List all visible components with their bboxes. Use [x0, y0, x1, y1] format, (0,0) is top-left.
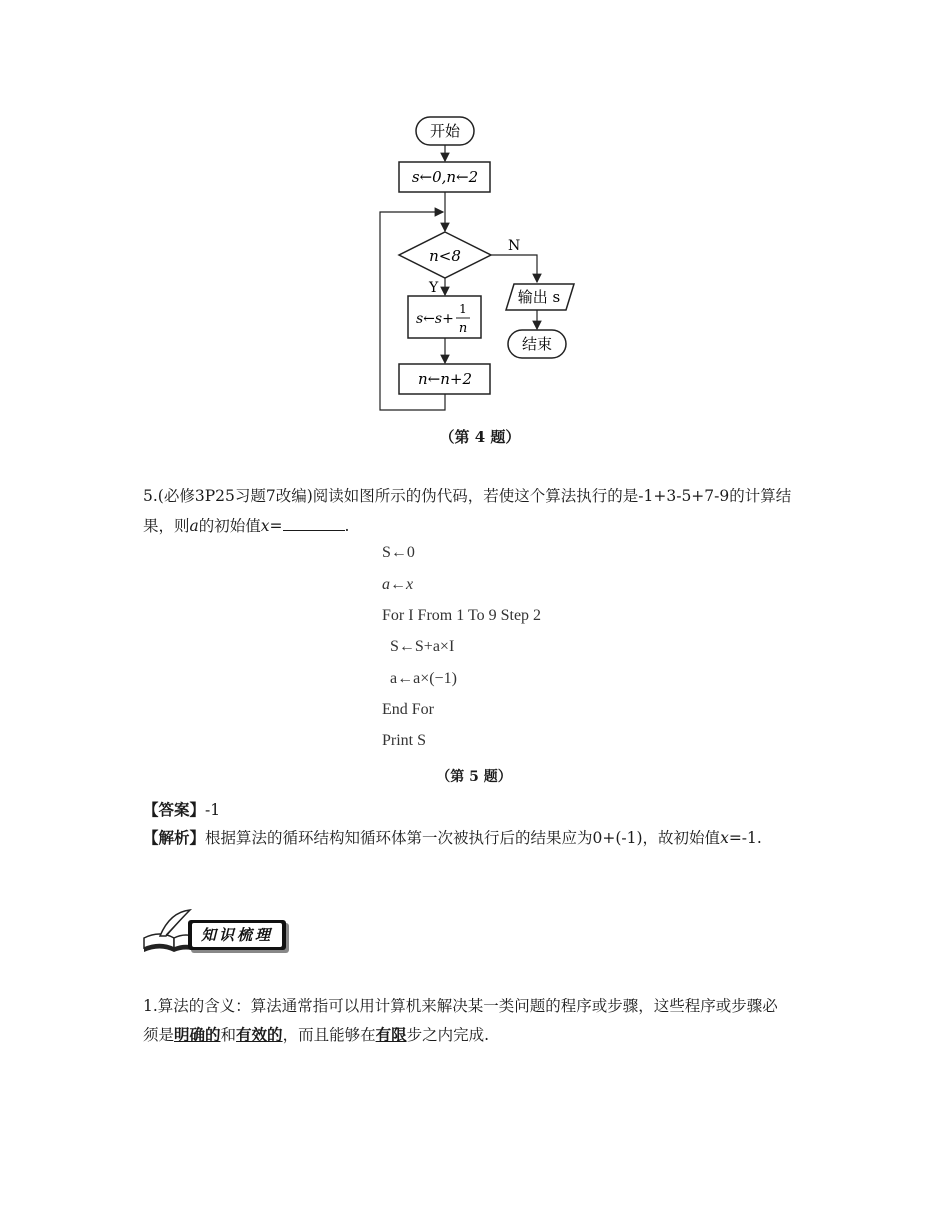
knowledge-line2-a: 须是	[143, 1026, 175, 1044]
knowledge-line2-c: ，而且能够在	[282, 1026, 376, 1044]
analysis-line	[143, 824, 762, 852]
problem-5-line2-a: 果，则	[143, 517, 190, 535]
flow-frac-num: 1	[459, 302, 467, 316]
analysis-text-a: 根据算法的循环结构知循环体第一次被执行后的结果应为0+(-1)，故初始值	[205, 829, 721, 847]
code-line-5: a←a×(−1)	[382, 670, 457, 687]
problem-5-line2	[143, 512, 349, 540]
flow-yes-label: Y	[429, 280, 439, 296]
answer-blank	[283, 514, 345, 531]
knowledge-line1: 1.算法的含义：算法通常指可以用计算机来解决某一类问题的程序或步骤，这些程序或步骤必	[143, 997, 778, 1015]
flow-start-text: 开始	[429, 122, 461, 140]
flow-decision-text: n<8	[429, 247, 461, 265]
flow-update-n-text: n←n+2	[417, 370, 473, 388]
term-finite: 有限	[375, 1025, 407, 1044]
flow-frac-den: n	[458, 321, 468, 336]
problem-5-line1: 5.(必修3P25习题7改编)阅读如图所示的伪代码，若使这个算法执行的是-1+3-5+7-9的计算结	[143, 487, 792, 505]
code-line-7: Print S	[382, 732, 427, 749]
flow-update-s-text: s←s+	[416, 311, 454, 327]
section-banner	[140, 908, 290, 954]
code-line-3: For I From 1 To 9 Step 2	[382, 607, 542, 624]
var-a: a	[189, 517, 199, 535]
flow-no-label: N	[508, 238, 521, 254]
flow-end-text: 结束	[521, 335, 553, 353]
answer-value: -1	[205, 801, 221, 819]
figure-caption-4: （第 4 题）	[439, 428, 521, 446]
flow-init-text: s←0,n←2	[411, 168, 479, 186]
code-line-6: End For	[382, 701, 434, 718]
term-definite: 明确的	[174, 1025, 221, 1044]
section-banner-title: 知识梳理	[200, 926, 273, 944]
analysis-text-b: =-1.	[728, 829, 762, 847]
knowledge-line2-b: 和	[220, 1026, 237, 1044]
flowchart-4	[370, 110, 600, 430]
knowledge-line2-d: 步之内完成.	[406, 1026, 490, 1044]
problem-5-line2-end: .	[344, 517, 350, 535]
knowledge-line2	[143, 1021, 489, 1049]
figure-caption-5: （第 5 题）	[436, 769, 512, 785]
analysis-var-x: x	[720, 829, 729, 847]
var-x: x	[260, 517, 270, 535]
problem-5-line2-c: =	[269, 517, 283, 535]
term-effective: 有效的	[236, 1025, 283, 1044]
analysis-tag: 【解析】	[143, 828, 206, 847]
flow-output-text: 输出 s	[517, 288, 561, 306]
answer-line	[143, 796, 220, 824]
code-line-1: S←0	[382, 544, 415, 561]
problem-5-line2-b: 的初始值	[198, 517, 261, 535]
code-line-2: a←x	[382, 576, 414, 593]
code-line-4: S←S+a×I	[382, 638, 455, 655]
answer-tag: 【答案】	[143, 800, 206, 819]
